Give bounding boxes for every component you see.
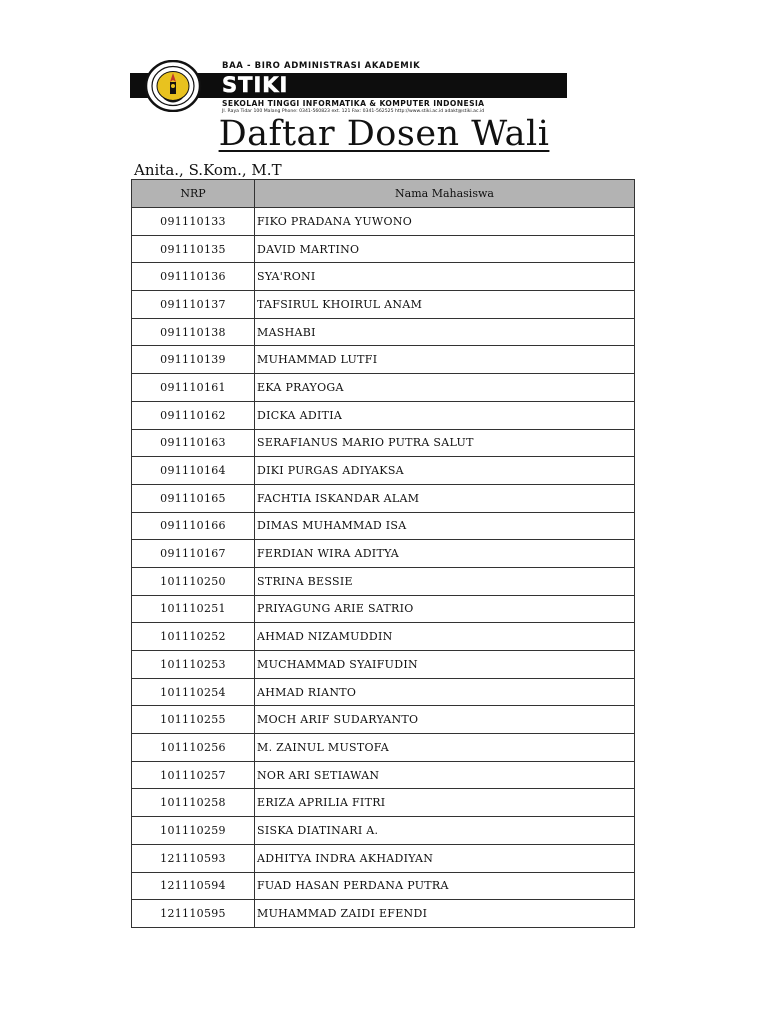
table-row [132,235,635,263]
letterhead-address: Jl. Raya Tidar 100 Malang Phone: 0341-560823 ext. 121 Fax: 0341-562525 http://www.stiki.ac.id adakt@stiki.ac.id [222,109,485,114]
student-name: MUCHAMMAD SYAIFUDIN [255,651,635,679]
table-row [132,761,635,789]
student-name: MASHABI [255,318,635,346]
student-name: SERAFIANUS MARIO PUTRA SALUT [255,429,635,457]
table-header-row [132,180,635,208]
table-row [132,651,635,679]
student-nrp: 101110259 [132,817,255,845]
student-name: FUAD HASAN PERDANA PUTRA [255,872,635,900]
student-name: TAFSIRUL KHOIRUL ANAM [255,291,635,319]
student-nrp: 091110135 [132,235,255,263]
student-nrp: 121110595 [132,900,255,928]
student-name: SYA'RONI [255,263,635,291]
table-row [132,291,635,319]
table-row [132,263,635,291]
student-name: DAVID MARTINO [255,235,635,263]
institution-logo [144,60,202,112]
student-nrp: 091110138 [132,318,255,346]
student-name: FERDIAN WIRA ADITYA [255,540,635,568]
letterhead-institution-full: SEKOLAH TINGGI INFORMATIKA & KOMPUTER INDONESIA [222,99,485,108]
student-name: FIKO PRADANA YUWONO [255,208,635,236]
table-row [132,595,635,623]
student-nrp: 091110165 [132,484,255,512]
table-row [132,789,635,817]
student-nrp: 101110253 [132,651,255,679]
student-name: MUHAMMAD LUTFI [255,346,635,374]
table-row [132,872,635,900]
table-row [132,429,635,457]
letterhead-institution-short: STIKI [222,73,289,97]
student-name: MOCH ARIF SUDARYANTO [255,706,635,734]
header-student-name: Nama Mahasiswa [255,180,635,208]
document-title-block [0,114,768,154]
student-name: SISKA DIATINARI A. [255,817,635,845]
table-row [132,817,635,845]
letterhead-department: BAA - BIRO ADMINISTRASI AKADEMIK [222,61,421,71]
table-row [132,484,635,512]
student-rows [132,208,635,928]
student-name: ADHITYA INDRA AKHADIYAN [255,844,635,872]
table-row [132,734,635,762]
table-row [132,318,635,346]
student-nrp: 101110258 [132,789,255,817]
table-row [132,623,635,651]
student-name: NOR ARI SETIAWAN [255,761,635,789]
student-name: DICKA ADITIA [255,401,635,429]
student-nrp: 101110254 [132,678,255,706]
student-name: FACHTIA ISKANDAR ALAM [255,484,635,512]
table-row [132,706,635,734]
student-name: DIMAS MUHAMMAD ISA [255,512,635,540]
student-name: MUHAMMAD ZAIDI EFENDI [255,900,635,928]
table-row [132,540,635,568]
header-nrp: NRP [132,180,255,208]
table-row [132,346,635,374]
student-nrp: 101110257 [132,761,255,789]
student-nrp: 091110167 [132,540,255,568]
table-row [132,457,635,485]
student-nrp: 101110251 [132,595,255,623]
student-nrp: 091110162 [132,401,255,429]
table-row [132,401,635,429]
table-row [132,844,635,872]
student-nrp: 091110163 [132,429,255,457]
table-row [132,900,635,928]
student-nrp: 091110161 [132,374,255,402]
student-nrp: 101110256 [132,734,255,762]
student-name: DIKI PURGAS ADIYAKSA [255,457,635,485]
student-nrp: 101110255 [132,706,255,734]
table-row [132,374,635,402]
student-nrp: 091110137 [132,291,255,319]
student-table [131,179,635,928]
table-row [132,567,635,595]
student-nrp: 091110133 [132,208,255,236]
student-nrp: 121110593 [132,844,255,872]
student-nrp: 121110594 [132,872,255,900]
student-name: ERIZA APRILIA FITRI [255,789,635,817]
student-name: M. ZAINUL MUSTOFA [255,734,635,762]
student-name: PRIYAGUNG ARIE SATRIO [255,595,635,623]
student-nrp: 091110139 [132,346,255,374]
advisor-name: Anita., S.Kom., M.T [134,161,282,179]
student-name: STRINA BESSIE [255,567,635,595]
document-title: Daftar Dosen Wali [218,114,550,154]
table-row [132,208,635,236]
student-nrp: 101110252 [132,623,255,651]
student-name: AHMAD NIZAMUDDIN [255,623,635,651]
student-nrp: 091110166 [132,512,255,540]
student-name: EKA PRAYOGA [255,374,635,402]
table-row [132,512,635,540]
letterhead [130,60,567,112]
student-nrp: 101110250 [132,567,255,595]
student-nrp: 091110164 [132,457,255,485]
student-nrp: 091110136 [132,263,255,291]
student-name: AHMAD RIANTO [255,678,635,706]
table-row [132,678,635,706]
